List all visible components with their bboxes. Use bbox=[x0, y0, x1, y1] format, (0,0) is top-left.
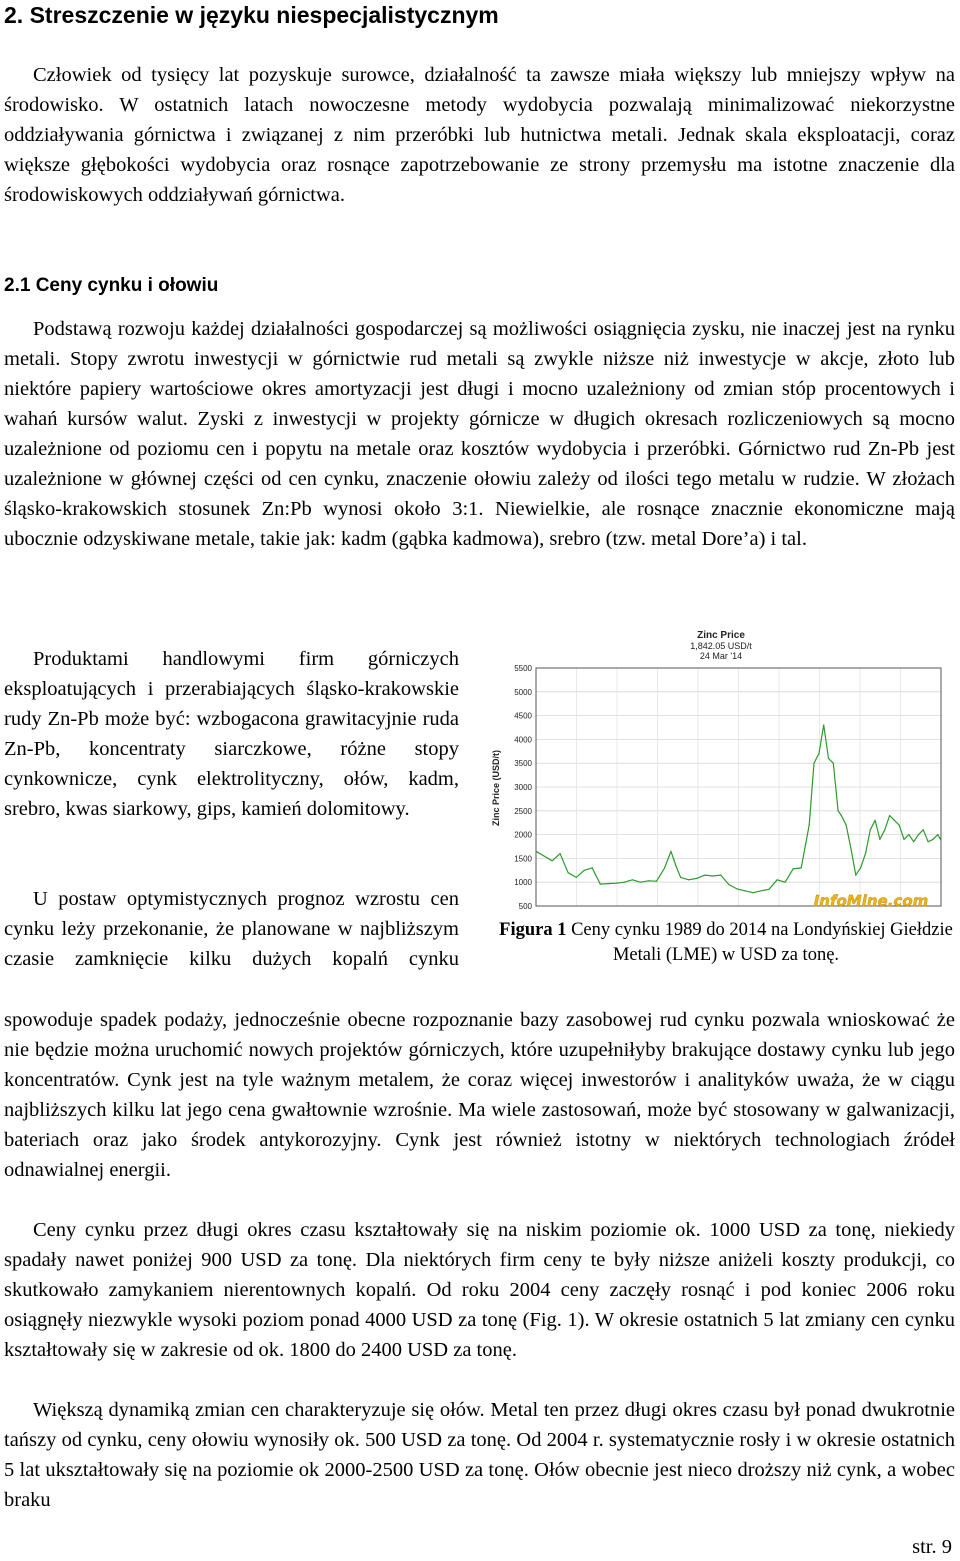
chart-data-point bbox=[632, 879, 633, 880]
section-heading: 2. Streszczenie w języku niespecjalistycznym bbox=[4, 2, 499, 28]
paragraph-5: Większą dynamiką zmian cen charakteryzuje się ołów. Metal ten przez długi okres czasu był ponad dwukrotnie tańszy od cynku, ceny ołowiu wynosiły ok. 500 USD za tonę. Od 2004 r. systematycznie rosły i w okresie ostatnich 5 lat ukształtowały się na poziomie ok 2000-2500 USD za tonę. Ołów obecnie jest nieco droższy niż cynk, a wobec braku bbox=[4, 1399, 955, 1511]
chart-data-point bbox=[855, 875, 856, 876]
chart-data-point bbox=[833, 763, 834, 764]
chart-y-tick-label: 4000 bbox=[514, 735, 532, 745]
chart-data-point bbox=[813, 763, 814, 764]
chart-data-point bbox=[543, 855, 544, 856]
chart-subtitle-value: 1,842.05 USD/t bbox=[690, 641, 752, 651]
chart-y-tick-label: 3000 bbox=[514, 783, 532, 792]
chart-data-point bbox=[704, 875, 705, 876]
chart-data-point bbox=[850, 848, 851, 849]
chart-data-point bbox=[720, 875, 721, 876]
chart-data-point bbox=[584, 870, 585, 871]
chart-data-point bbox=[680, 877, 681, 878]
chart-data-point bbox=[696, 878, 697, 879]
figure-caption bbox=[491, 918, 960, 968]
chart-data-point bbox=[894, 820, 895, 821]
chart-data-point bbox=[777, 879, 778, 880]
chart-data-point bbox=[879, 839, 880, 840]
chart-data-point bbox=[903, 839, 904, 840]
chart-y-tick-label: 2500 bbox=[514, 806, 532, 816]
chart-data-point bbox=[752, 892, 753, 893]
chart-data-point bbox=[624, 882, 625, 883]
chart-data-point bbox=[616, 883, 617, 884]
chart-y-tick-label: 5000 bbox=[514, 687, 532, 697]
chart-data-point bbox=[823, 725, 824, 726]
chart-data-point bbox=[744, 890, 745, 891]
chart-data-point bbox=[712, 875, 713, 876]
chart-y-tick-label: 4500 bbox=[514, 711, 532, 721]
chart-data-point bbox=[760, 890, 761, 891]
chart-data-point bbox=[592, 867, 593, 868]
zinc-price-chart bbox=[491, 628, 946, 913]
chart-background bbox=[491, 628, 946, 913]
chart-data-point bbox=[670, 851, 671, 852]
chart-data-point bbox=[688, 879, 689, 880]
paragraph-3-left: U postaw optymistycznych prognoz wzrostu cen cynku leży przekonanie, że planowane w najbliższym czasie zamknięcie kilku dużych kopalń cynku bbox=[4, 888, 459, 970]
chart-data-point bbox=[841, 815, 842, 816]
chart-data-point bbox=[846, 825, 847, 826]
chart-data-point bbox=[535, 851, 536, 852]
paragraph-2 bbox=[4, 644, 459, 824]
chart-data-point bbox=[884, 829, 885, 830]
chart-data-point bbox=[801, 867, 802, 868]
chart-data-point bbox=[865, 853, 866, 854]
paragraph-3-rest: spowoduje spadek podaży, jednocześnie obecne rozpoznanie bazy zasobowej rud cynku pozwala wnioskować że nie będzie można uruchomić nowych projektów górniczych, które uzupełniłyby brakujące dostawy cynku lub jego koncentratów. Cynk jest na tyle ważnym metalem, że coraz więcej inwestorów i analityków uważa, że w ciągu najbliższych kilku lat jego cena gwałtownie wzrośnie. Ma wiele zastosowań, może być stosowany w galwanizacji, bateriach oraz jako środek antykorozyjny. Cynk jest również istotny w niektórych technologiach źródeł odnawialnej energii. bbox=[4, 1009, 955, 1181]
paragraph-4: Ceny cynku przez długi okres czasu kształtowały się na niskim poziomie ok. 1000 USD za tonę, niekiedy spadały nawet poniżej 900 USD za tonę. Dla niektórych firm ceny te były niższe aniżeli koszty produkcji, co skutkowało zamykaniem nierentownych kopalń. Od roku 2004 ceny zaczęły rosnąć i pod koniec 2006 roku osiągnęły niezwykle wysoki poziom ponad 4000 USD za tonę (Fig. 1). W okresie ostatnich 5 lat zmiany cen cynku kształtowały się w zakresie od ok. 1800 do 2400 USD za tonę. bbox=[4, 1219, 955, 1361]
chart-y-axis-label: Zinc Price (USD/t) bbox=[491, 749, 501, 827]
chart-data-point bbox=[940, 840, 941, 841]
chart-data-point bbox=[568, 872, 569, 873]
chart-data-point bbox=[932, 839, 933, 840]
chart-data-point bbox=[768, 889, 769, 890]
chart-y-tick-label: 5500 bbox=[514, 664, 532, 673]
chart-data-point bbox=[818, 753, 819, 754]
chart-data-point bbox=[552, 860, 553, 861]
chart-svg bbox=[491, 628, 946, 913]
subsection-heading: 2.1 Ceny cynku i ołowiu bbox=[4, 275, 219, 296]
chart-data-point bbox=[875, 820, 876, 821]
paragraph-2-text: Produktami handlowymi firm górniczych eksploatujących i przerabiających śląsko-krakowskie rudy Zn-Pb może być: wzbogacona grawitacyjnie ruda Zn-Pb, koncentraty siarczkowe, różne stopy cynkownicze, cynk elektrolityczny, ołów, kadm, srebro, kwas siarkowy, gips, kamień dolomitowy. bbox=[4, 648, 459, 820]
paragraph-1: Podstawą rozwoju każdej działalności gospodarczej są możliwości osiągnięcia zysku, nie inaczej jest na rynku metali. Stopy zwrotu inwestycji w górnictwie rud metali są zwykle niższe niż inwestycje w akcje, złoto lub niektóre papiery wartościowe okres amortyzacji jest długi i mocno uzależniony od zmian stóp procentowych i wahań kursów walut. Zyski z inwestycji w projekty górnicze w długich okresach rozliczeniowych są mocno uzależnione od poziomu cen i popytu na metale oraz kosztów wydobycia i przeróbki. Górnictwo rud Zn-Pb jest uzależnione w głównej części od cen cynku, znaczenie ołowiu zależy od ilości tego metalu w rudzie. W złożach śląsko-krakowskich stosunek Zn:Pb wynosi około 3:1. Niewielkie, ale rosnące znacznie ekonomiczne mają ubocznie odzyskiwane metale, takie jak: kadm (gąbka kadmowa), srebro (tzw. metal Dore’a) i tal. bbox=[4, 318, 955, 550]
chart-data-point bbox=[608, 883, 609, 884]
chart-y-tick-label: 500 bbox=[518, 902, 532, 911]
chart-y-tick-label: 1500 bbox=[514, 854, 532, 864]
figure-caption-text: Ceny cynku 1989 do 2014 na Londyńskiej Giełdzie Metali (LME) w USD za tonę. bbox=[566, 920, 953, 965]
chart-data-point bbox=[576, 877, 577, 878]
intro-paragraph: Człowiek od tysięcy lat pozyskuje surowce, działalność ta zawsze miała większy lub mniejszy wpływ na środowisko. W ostatnich latach nowoczesne metody wydobycia pozwalają minimalizować niekorzystne oddziaływania górnictwa i związanej z nim przeróbki lub hutnictwa metali. Jednak skala eksploatacji, coraz większe głębokości wydobycia oraz rosnące zapotrzebowanie ze strony przemysłu ma istotne znaczenie dla środowiskowych oddziaływań górnictwa. bbox=[4, 64, 955, 206]
chart-data-point bbox=[809, 825, 810, 826]
chart-data-point bbox=[889, 815, 890, 816]
chart-data-point bbox=[899, 825, 900, 826]
chart-y-tick-label: 2000 bbox=[514, 830, 532, 840]
chart-data-point bbox=[793, 868, 794, 869]
chart-title: Zinc Price bbox=[697, 630, 745, 641]
chart-data-point bbox=[785, 882, 786, 883]
figure-1 bbox=[491, 628, 953, 965]
chart-data-point bbox=[664, 867, 665, 868]
infomine-watermark: InfoMine.com bbox=[813, 892, 929, 910]
chart-data-point bbox=[928, 841, 929, 842]
chart-data-point bbox=[860, 867, 861, 868]
chart-data-point bbox=[736, 888, 737, 889]
chart-data-point bbox=[913, 841, 914, 842]
chart-data-point bbox=[908, 834, 909, 835]
chart-data-point bbox=[828, 758, 829, 759]
chart-data-point bbox=[675, 865, 676, 866]
chart-y-tick-label: 1000 bbox=[514, 878, 532, 888]
chart-subtitle-date: 24 Mar '14 bbox=[699, 651, 743, 661]
chart-data-point bbox=[560, 853, 561, 854]
chart-data-point bbox=[600, 884, 601, 885]
chart-data-point bbox=[728, 884, 729, 885]
chart-data-point bbox=[838, 810, 839, 811]
chart-data-point bbox=[937, 834, 938, 835]
figure-caption-label: Figura 1 bbox=[499, 920, 567, 940]
chart-data-point bbox=[870, 829, 871, 830]
chart-data-point bbox=[918, 834, 919, 835]
chart-data-point bbox=[640, 882, 641, 883]
chart-data-point bbox=[648, 880, 649, 881]
chart-data-point bbox=[923, 829, 924, 830]
page-number: str. 9 bbox=[912, 1536, 952, 1558]
chart-y-tick-label: 3500 bbox=[514, 759, 532, 769]
chart-data-point bbox=[656, 881, 657, 882]
